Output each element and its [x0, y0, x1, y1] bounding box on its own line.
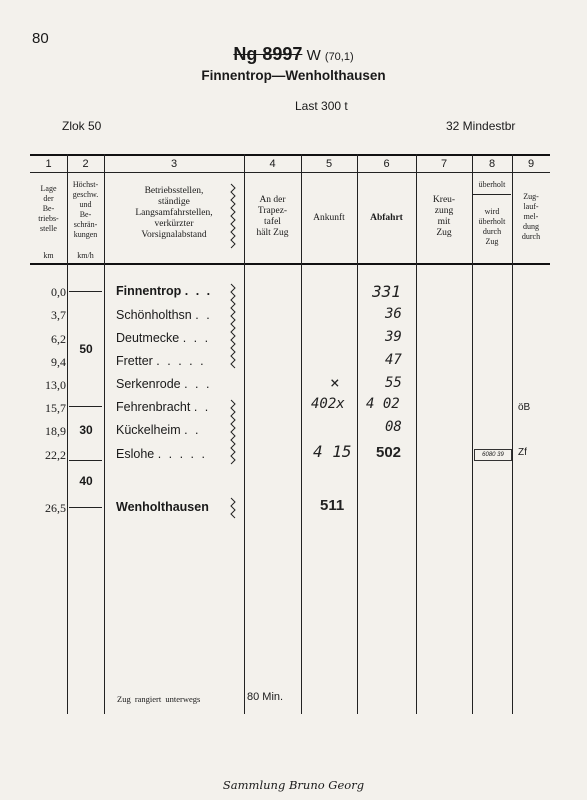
speed-limit-3: 40 [79, 474, 93, 488]
header-speed-unit: km/h [77, 251, 94, 260]
row-km: 3,7 [51, 308, 66, 322]
header-stations: Betriebsstellen, ständige Langsamfahrstellen, verkürzter Vorsignalabstand [135, 186, 213, 240]
header-crossing: Kreu- zung mit Zug [432, 195, 456, 238]
row-arrival: 402x [311, 396, 345, 412]
row-departure: 502 [376, 444, 402, 461]
train-number: Ng 8997 [233, 44, 303, 64]
row-departure: 36 [385, 306, 402, 322]
row-departure: 331 [372, 282, 401, 301]
row-departure: 39 [385, 329, 402, 345]
header-overtakes: überholt [478, 180, 506, 189]
row-station: Fretter . . . . . [116, 354, 206, 368]
row-departure: 4 02 [366, 396, 400, 412]
page-number: 80 [32, 30, 49, 47]
route-title: Finnentrop—Wenholthausen [201, 68, 386, 83]
minimum-brake: 32 Mindestbr [446, 119, 516, 133]
header-report: Zug- lauf- mel- dung durch [521, 192, 541, 241]
divider-5 [357, 154, 358, 714]
row-km: 0,0 [51, 285, 66, 299]
row-km: 9,4 [51, 355, 66, 369]
row-station: Deutmecke . . . [116, 331, 211, 345]
speed-tick-3 [69, 460, 102, 461]
header-trapezoid: An der Trapez- tafel hält Zug [256, 195, 289, 238]
col-number-3: 3 [170, 158, 178, 170]
col-number-2: 2 [82, 158, 89, 170]
zigzag-middle-icon [228, 398, 238, 466]
row-arrival: 4 15 [313, 442, 352, 461]
col-number-1: 1 [45, 158, 52, 170]
speed-limit-1: 50 [79, 342, 93, 356]
speed-limit-2: 30 [79, 423, 93, 437]
col-number-8: 8 [488, 158, 496, 170]
row-station: Eslohe . . . . . [116, 447, 207, 461]
train-class: (70,1) [324, 51, 354, 63]
header-departure: Abfahrt [370, 213, 403, 223]
train-header [0, 44, 587, 65]
header-location: Lage der Be- triebs- stelle [38, 184, 59, 233]
col-number-4: 4 [269, 158, 276, 170]
row-departure: 47 [385, 352, 402, 368]
zigzag-end-icon [228, 496, 238, 520]
row-km: 15,7 [45, 401, 66, 415]
train-suffix: W [306, 47, 321, 64]
row-station: Fehrenbracht . . [116, 400, 211, 414]
collection-signature: Sammlung Bruno Georg [222, 778, 365, 792]
speed-tick-2 [69, 406, 102, 407]
overtake-stamp: 6080 39 [474, 449, 512, 461]
speed-tick-4 [69, 507, 102, 508]
zigzag-header-icon [228, 182, 238, 252]
row-km: 22,2 [45, 448, 66, 462]
row-arrival: × [330, 373, 340, 392]
row-km: 26,5 [45, 501, 66, 515]
row-km: 6,2 [51, 332, 66, 346]
row-arrival: 511 [320, 497, 345, 514]
header-speed: Höchst- geschw. und Be- schrän- kungen [72, 180, 99, 239]
col-number-5: 5 [325, 158, 333, 170]
row-departure: 55 [385, 375, 402, 391]
row-km: 18,9 [45, 424, 66, 438]
col-number-9: 9 [527, 158, 535, 170]
row-station: Schönholthsn . . [116, 308, 212, 322]
train-load: Last 300 t [295, 99, 348, 113]
header-arrival: Ankunft [313, 213, 345, 223]
zigzag-upper-icon [228, 282, 238, 372]
header-location-unit: km [43, 251, 54, 260]
row-remark: Zf [518, 447, 527, 458]
row-km: 13,0 [45, 378, 66, 392]
row-remark: öB [518, 402, 531, 413]
row-station: Kückelheim . . [116, 423, 201, 437]
shunting-note: Zug rangiert unterwegs [117, 694, 201, 704]
col-number-6: 6 [383, 158, 390, 170]
row-departure: 08 [385, 419, 402, 435]
row-station: Finnentrop . . . [116, 284, 213, 298]
header-overtaken-by: wird überholt durch Zug [478, 207, 506, 246]
speed-tick-1 [69, 291, 102, 292]
row-station: Serkenrode . . . [116, 377, 212, 391]
locomotive: Zlok 50 [62, 119, 102, 133]
col8-split [473, 194, 511, 195]
col-number-7: 7 [440, 158, 448, 170]
divider-4 [301, 154, 302, 714]
shunting-time: 80 Min. [247, 691, 284, 703]
row-station: Wenholthausen [116, 500, 209, 514]
